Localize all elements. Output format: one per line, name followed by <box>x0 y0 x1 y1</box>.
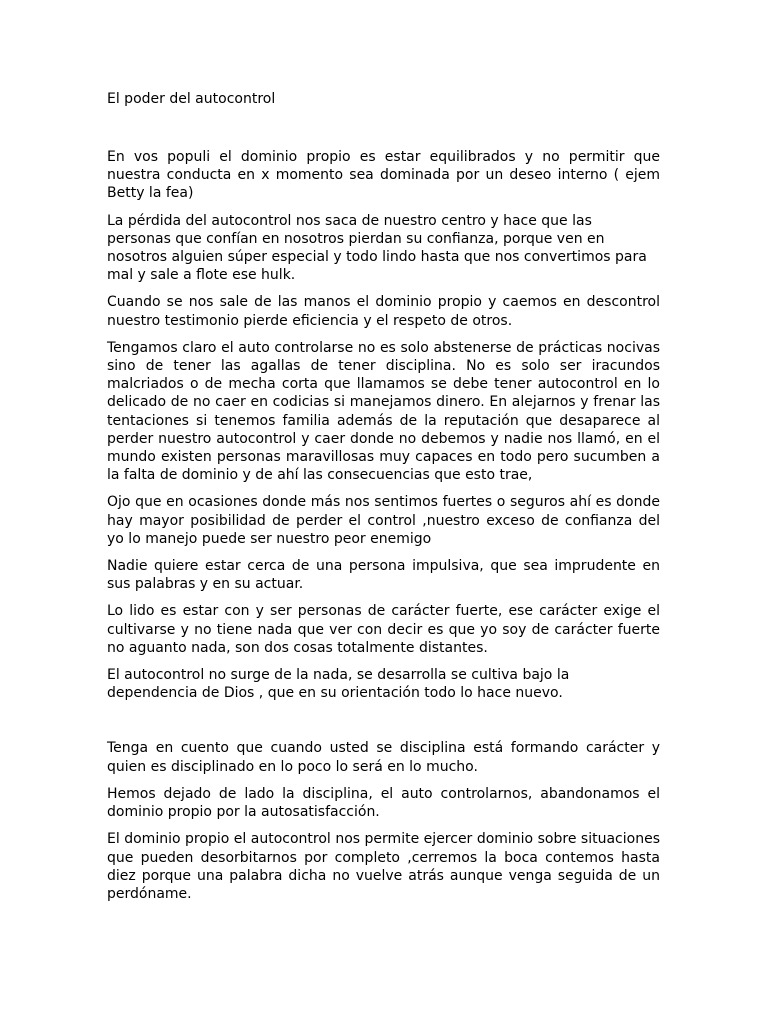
paragraph-2: La pérdida del autocontrol nos saca de nuestro centro y hace que las personas que confían en nosotros pierdan su confianza, porque ven en nosotros alguien súper especial y todo lindo hasta que nos convertimos para mal y sale a flote ese hulk. <box>107 212 647 284</box>
paragraph-10: Hemos dejado de lado la disciplina, el auto controlarnos, abandonamos el dominio propio por la autosatisfacción. <box>107 785 660 821</box>
paragraph-7: Lo lido es estar con y ser personas de carácter fuerte, ese carácter exige el cultivarse y no tiene nada que ver con decir es que yo soy de carácter fuerte no aguanto nada, son dos cosas totalmente distantes. <box>107 603 660 656</box>
paragraph-5: Ojo que en ocasiones donde más nos sentimos fuertes o seguros ahí es donde hay mayor posibilidad de perder el control ,nuestro exceso de confianza del yo lo manejo puede ser nuestro peor enemigo <box>107 494 660 547</box>
document-title: El poder del autocontrol <box>107 91 276 107</box>
paragraph-11: El dominio propio el autocontrol nos permite ejercer dominio sobre situaciones que pueden desorbitarnos por completo ,cerremos la boca contemos hasta diez porque una palabra dicha no vuelve atrás aunque venga seguida de un perdóname. <box>107 831 660 902</box>
paragraph-8: El autocontrol no surge de la nada, se desarrolla se cultiva bajo la dependencia de Dios , que en su orientación todo lo hace nuevo. <box>107 667 570 702</box>
document-page <box>107 90 660 912</box>
paragraph-6: Nadie quiere estar cerca de una persona impulsiva, que sea imprudente en sus palabras y en su actuar. <box>107 558 660 593</box>
paragraph-3: Cuando se nos sale de las manos el dominio propio y caemos en descontrol nuestro testimonio pierde eficiencia y el respeto de otros. <box>107 294 660 329</box>
paragraph-4: Tengamos claro el auto controlarse no es solo abstenerse de prácticas nocivas sino de tener las agallas de tener disciplina. No es solo ser iracundos malcriados o de mecha corta que llamamos se debe tener autocontrol en lo delicado de no caer en codicias si manejamos dinero. En alejarnos y frenar las tentaciones si tenemos familia además de la reputación que desaparece al perder nuestro autocontrol y caer donde no debemos y nadie nos llamó, en el mundo existen personas maravillosas muy capaces en todo pero sucumben a la falta de dominio y de ahí las consecuencias que esto trae, <box>107 339 660 484</box>
paragraph-9: Tenga en cuento que cuando usted se disciplina está formando carácter y quien es disciplinado en lo poco lo será en lo mucho. <box>107 740 660 775</box>
paragraph-1: En vos populi el dominio propio es estar equilibrados y no permitir que nuestra conducta en x momento sea dominada por un deseo interno ( ejem Betty la fea) <box>107 149 660 202</box>
